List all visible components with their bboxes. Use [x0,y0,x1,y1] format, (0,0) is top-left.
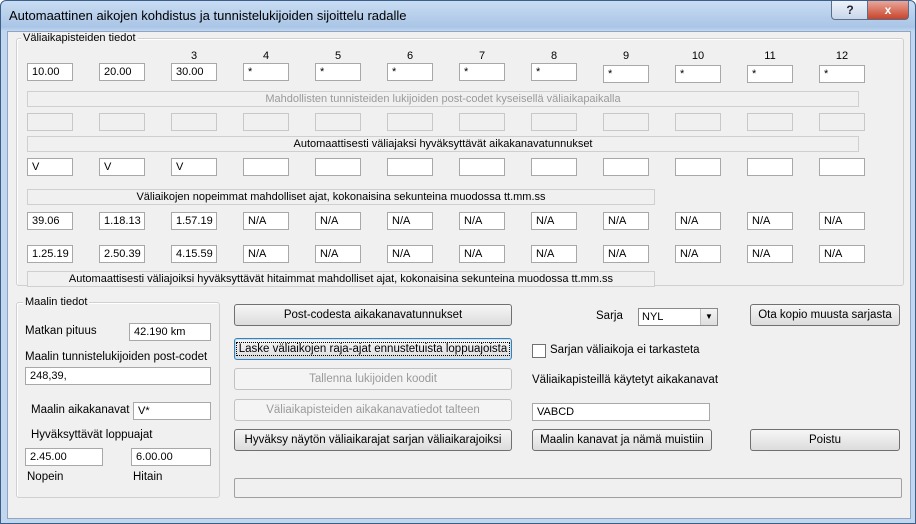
distance-field[interactable]: 42.190 km [129,323,211,341]
save-codes-button[interactable]: Tallenna lukijoiden koodit [234,368,512,390]
close-window-button[interactable]: x [867,1,909,20]
split-slowest-field[interactable]: N/A [819,245,865,263]
finish-group [16,296,220,498]
fastest-label: Nopein [27,471,64,483]
split-channel-field[interactable]: V [27,158,73,176]
column-number: 3 [190,50,198,62]
split-postcode-field[interactable] [243,113,289,131]
split-postcode-field[interactable] [99,113,145,131]
no-check-label: Sarjan väliaikoja ei tarkasteta [550,344,700,356]
split-channel-field[interactable]: V [99,158,145,176]
split-fastest-field[interactable]: N/A [603,212,649,230]
slowest-finish-field[interactable]: 6.00.00 [131,448,211,466]
split-slowest-field[interactable]: N/A [603,245,649,263]
split-postcode-field[interactable] [747,113,793,131]
copy-series-button[interactable]: Ota kopio muusta sarjasta [750,304,900,326]
finish-postcodes-field[interactable]: 248,39, [25,367,211,385]
split-postcode-field[interactable] [675,113,721,131]
split-time-field[interactable]: 30.00 [171,63,217,81]
split-slowest-field[interactable]: N/A [675,245,721,263]
series-label: Sarja [596,310,623,322]
series-channels-field[interactable]: VABCD [532,403,710,421]
split-postcode-field[interactable] [27,113,73,131]
column-number: 4 [262,50,270,62]
split-fastest-field[interactable]: N/A [819,212,865,230]
split-slowest-field[interactable]: 1.25.19 [27,245,73,263]
split-channel-field[interactable] [387,158,433,176]
split-slowest-field[interactable]: 4.15.59 [171,245,217,263]
split-postcode-field[interactable] [387,113,433,131]
column-number: 9 [622,50,630,62]
split-time-field[interactable]: * [819,65,865,83]
split-fastest-field[interactable]: N/A [315,212,361,230]
split-slowest-field[interactable]: N/A [243,245,289,263]
finish-channels-button[interactable]: Maalin kanavat ja nämä muistiin [532,429,712,451]
split-slowest-field[interactable]: N/A [459,245,505,263]
split-time-field[interactable]: 20.00 [99,63,145,81]
series-channels-label: Väliaikapisteillä käytetyt aikakanavat [532,374,719,386]
save-channels-button[interactable]: Väliaikapisteiden aikakanavatiedot talteen [234,399,512,421]
split-fastest-field[interactable]: N/A [675,212,721,230]
split-time-field[interactable]: * [387,63,433,81]
slowest-banner: Automaattisesti väliajoiksi hyväksyttävät hitaimmat mahdolliset ajat, kokonaisina sekunteina muodossa tt.mm.ss [27,271,655,287]
split-postcode-field[interactable] [531,113,577,131]
split-slowest-field[interactable]: N/A [747,245,793,263]
split-slowest-field[interactable]: 2.50.39 [99,245,145,263]
split-slowest-field[interactable]: N/A [315,245,361,263]
split-time-field[interactable]: 10.00 [27,63,73,81]
finish-postcodes-label: Maalin tunnistelukijoiden post-codet [25,351,208,363]
split-channel-field[interactable] [243,158,289,176]
column-number: 10 [691,50,705,62]
split-time-field[interactable]: * [675,65,721,83]
split-channel-field[interactable] [603,158,649,176]
close-button[interactable]: Poistu [750,429,900,451]
split-channel-field[interactable] [747,158,793,176]
split-slowest-field[interactable]: N/A [387,245,433,263]
split-postcode-field[interactable] [819,113,865,131]
column-number: 7 [478,50,486,62]
split-fastest-field[interactable]: N/A [531,212,577,230]
split-points-legend: Väliaikapisteiden tiedot [23,32,136,44]
split-fastest-field[interactable]: N/A [243,212,289,230]
status-bar [234,478,902,498]
column-number: 11 [764,50,776,62]
title-bar[interactable] [1,1,915,31]
channel-banner: Automaattisesti väliajaksi hyväksyttävät aikakanavatunnukset [27,136,859,152]
finish-times-label: Hyväksyttävät loppuajat [31,429,153,441]
postcode-banner: Mahdollisten tunnisteiden lukijoiden post-codet kyseisellä väliaikapaikalla [27,91,859,107]
distance-label: Matkan pituus [25,325,97,337]
series-select[interactable] [638,308,718,326]
split-postcode-field[interactable] [459,113,505,131]
split-time-field[interactable]: * [531,63,577,81]
split-channel-field[interactable]: V [171,158,217,176]
accept-limits-button[interactable]: Hyväksy näytön väliaikarajat sarjan väliaikarajoiksi [234,429,512,451]
postcode-channels-button[interactable]: Post-codesta aikakanavatunnukset [234,304,512,326]
column-number: 5 [334,50,342,62]
split-time-field[interactable]: * [603,65,649,83]
split-time-field[interactable]: * [459,63,505,81]
split-channel-field[interactable] [819,158,865,176]
split-fastest-field[interactable]: 39.06 [27,212,73,230]
split-postcode-field[interactable] [171,113,217,131]
window-title: Automaattinen aikojen kohdistus ja tunnistelukijoiden sijoittelu radalle [9,8,407,23]
no-check-checkbox[interactable] [532,344,546,358]
fastest-banner: Väliaikojen nopeimmat mahdolliset ajat, kokonaisina sekunteina muodossa tt.mm.ss [27,189,655,205]
finish-channel-field[interactable]: V* [133,402,211,420]
calc-limits-button[interactable] [234,338,512,360]
finish-legend: Maalin tiedot [25,296,88,308]
split-time-field[interactable]: * [243,63,289,81]
split-time-field[interactable]: * [747,65,793,83]
split-channel-field[interactable] [675,158,721,176]
dialog-body [7,31,911,519]
split-postcode-field[interactable] [315,113,361,131]
chevron-down-icon[interactable]: ▼ [700,309,717,325]
split-channel-field[interactable] [531,158,577,176]
column-number: 12 [835,50,849,62]
split-postcode-field[interactable] [603,113,649,131]
split-fastest-field[interactable]: 1.18.13 [99,212,145,230]
finish-channel-label: Maalin aikakanavat [31,404,130,416]
help-button[interactable]: ? [831,1,869,20]
split-fastest-field[interactable]: N/A [387,212,433,230]
calc-limits-label: Laske väliaikojen raja-ajat ennustetuista loppuajoista [238,343,508,355]
split-points-group [16,32,904,286]
column-number: 6 [406,50,414,62]
split-channel-field[interactable] [315,158,361,176]
split-time-field[interactable]: * [315,63,361,81]
column-number: 8 [550,50,558,62]
slowest-label: Hitain [133,471,163,483]
split-channel-field[interactable] [459,158,505,176]
fastest-finish-field[interactable]: 2.45.00 [25,448,103,466]
split-fastest-field[interactable]: N/A [747,212,793,230]
split-fastest-field[interactable]: 1.57.19 [171,212,217,230]
split-fastest-field[interactable]: N/A [459,212,505,230]
series-selected-value: NYL [642,311,664,323]
split-slowest-field[interactable]: N/A [531,245,577,263]
